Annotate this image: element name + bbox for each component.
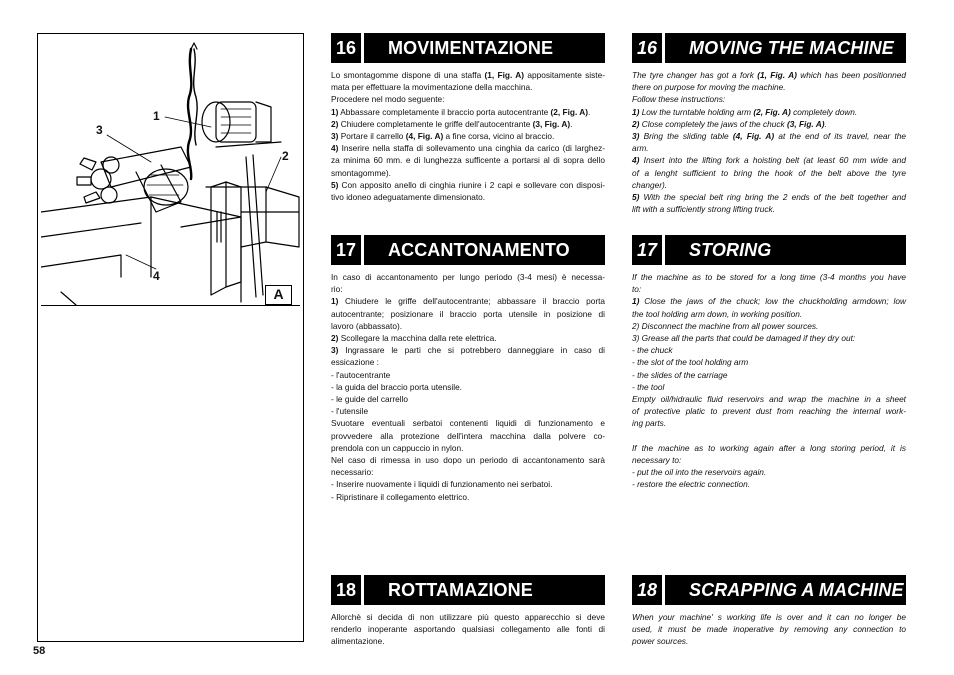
text-line: - restore the electric connection. [632,479,751,490]
text-line: 2) Disconnect the machine from all power sources. [632,320,819,331]
section-body [632,271,906,491]
section-title: ACCANTONAMENTO [388,239,570,260]
text-line: rio: [331,284,343,295]
text-line: 2) Scollegare la macchina dalla rete elettrica. [331,333,497,344]
figure-frame [37,33,304,642]
text-line: there on purpose for moving the machine. [632,82,786,93]
text-line: 1) Chiudere le griffe dell'autocentrante; abbassare il braccio porta [331,296,605,307]
text-line: changer). [632,179,668,190]
text-line: Allorchè si decida di non utilizzare più questo apparecchio si deve [331,612,605,622]
bold-reference: (3, Fig. A) [532,118,571,129]
text-line: prendola con un cappuccio in nylon. [331,442,464,453]
bold-reference: 5) [331,179,339,190]
bold-reference: 1) [632,296,640,307]
section-number: 17 [632,235,665,265]
text-line: 1) Low the turntable holding arm (2, Fig. A) completely down. [632,106,858,117]
section-body [632,611,906,648]
section-body [331,69,605,203]
text-line: - la guida del braccio porta utensile. [331,381,462,392]
text-line: - l'autocentrante [331,369,391,380]
text-line: When your machine' s working life is over and it can no longer be [632,612,906,622]
text-line: 4) Inserire nella staffa di sollevamento una cinghia da carico (di larghez- [331,143,605,154]
section-18-english [632,575,906,648]
text-line: alimentazione. [331,636,385,647]
section-16-english [632,33,906,215]
text-line: the tool holding arm down, in working position. [632,308,803,319]
text-line: arm. [632,143,649,154]
text-line: - the tool [632,381,665,392]
text-line: 3) Bring the sliding table (4, Fig. A) at the end of its travel, near the [632,131,906,142]
text-line: 2) Close completely the jaws of the chuck (3, Fig. A). [632,118,827,129]
section-17-english [632,235,906,491]
text-line: Nel caso di rimessa in uso dopo un periodo di accantonamento sarà [331,455,605,466]
text-line: smontagomme). [331,167,391,178]
text-line: - the slides of the carriage [632,369,728,380]
section-title: ROTTAMAZIONE [388,579,533,600]
text-line: mata per effettuare la movimentazione della macchina. [331,82,533,93]
text-line: 2) Chiudere completamente le griffe dell'autocentrante (3, Fig. A). [331,118,573,129]
text-line: The tyre changer has got a fork (1, Fig. A) which has been positionned [632,70,906,80]
bold-reference: 1) [331,106,339,117]
figure-label-3: 3 [96,123,103,137]
text-line: autocentrante; posizionare il braccio porta utensile in posizione di [331,308,605,319]
bold-reference: 5) [632,192,640,203]
text-line: Follow these instructions: [632,94,726,105]
figure-letter: A [265,285,292,305]
section-title: SCRAPPING A MACHINE [689,579,904,600]
bold-reference: 2) [632,118,640,129]
section-16-italian [331,33,605,203]
figure-label-1: 1 [153,109,160,123]
page-number: 58 [33,645,46,657]
text-line: 1) Close the jaws of the chuck; low the chuckholding armdown; low [632,296,906,307]
bold-reference: 2) [331,333,339,344]
section-number: 17 [331,235,364,265]
text-line: In caso di accantonamento per lungo periodo (3-4 mesi) è necessa- [331,272,605,282]
text-line: ing parts. [632,418,667,429]
bold-reference: (2, Fig. A) [550,106,589,117]
figure-label-4: 4 [153,269,160,283]
bold-reference: 1) [331,296,339,307]
text-line: of protective platic to prevent dust from reaching the internal work- [632,406,906,417]
bold-reference: 1) [632,106,640,117]
section-header [632,575,906,605]
section-header [331,235,605,265]
bold-reference: 4) [632,155,640,166]
section-header [632,33,906,63]
section-header [331,33,605,63]
text-line: - put the oil into the reservoirs again. [632,467,767,478]
text-line: lift with a sufficiently strong lifting truck. [632,204,775,215]
text-line: 5) Con apposito anello di cinghia riunire i 2 capi e sollevare con disposi- [331,179,605,190]
text-line [632,430,906,442]
text-line: of a lenght sufficient to bring the hook of the belt above the tyre [632,167,906,178]
section-title: MOVING THE MACHINE [689,37,894,58]
section-number: 18 [331,575,364,605]
text-line: za minima 60 mm. e di lunghezza sufficente a portarsi al di sopra dello [331,155,605,166]
text-line: lavoro (abbassato). [331,320,403,331]
text-line: - Ripristinare il collegamento elettrico. [331,491,470,502]
text-line: renderlo inoperante asportando qualsiasi collegamento alle fonti di [331,624,605,635]
bold-reference: 3) [632,131,640,142]
text-line: - the chuck [632,345,673,356]
text-line: tivo idoneo adeguatamente dimensionato. [331,192,486,203]
text-line: - Inserire nuovamente i liquidi di funzionamento nei serbatoi. [331,479,553,490]
section-title: STORING [689,239,772,260]
text-line: necessary to: [632,455,682,466]
section-body [331,611,605,648]
text-line: If the machine as to be stored for a long time (3-4 months you have [632,272,906,282]
figure-label-2: 2 [282,149,289,163]
section-header [632,235,906,265]
section-header [331,575,605,605]
section-17-italian [331,235,605,503]
bold-reference: 2) [331,118,339,129]
text-line: - le guide del carrello [331,394,409,405]
section-number: 16 [632,33,665,63]
bold-reference: 3) [331,345,339,356]
section-18-italian [331,575,605,648]
text-line: necessario: [331,467,374,478]
text-line: Procedere nel modo seguente: [331,94,445,105]
bold-reference: 3) [331,131,339,142]
text-line: used, it must be made inoperative by removing any connection to [632,624,906,635]
section-title: MOVIMENTAZIONE [388,37,554,58]
text-line: provvedere alla protezione dell'intera macchina dalla polvere co- [331,430,605,441]
section-body [331,271,605,503]
bold-reference: (1, Fig. A) [757,70,797,80]
section-number: 16 [331,33,364,63]
section-number: 18 [632,575,665,605]
bold-reference: (4, Fig. A) [405,131,444,142]
text-line: 1) Abbassare completamente il braccio porta autocentrante (2, Fig. A). [331,106,591,117]
bold-reference: (2, Fig. A) [753,106,791,117]
text-line: 4) Insert into the lifting fork a hoisting belt (at least 60 mm wide and [632,155,906,166]
bold-reference: (1, Fig. A) [484,70,525,80]
text-line: If the machine as to working again after a long storing period, it is [632,442,906,453]
bold-reference: (4, Fig. A) [732,131,775,142]
bold-reference: 4) [331,143,339,154]
text-line: - l'utensile [331,406,369,417]
figure-a-illustration [41,37,300,306]
text-line: 3) Portare il carrello (4, Fig. A) a fine corsa, vicino al braccio. [331,131,555,142]
text-line: Empty oil/hidraulic fluid reservoirs and wrap the machine in a sheet [632,394,906,405]
text-line: 3) Ingrassare le parti che si potrebbero danneggiare in caso di [331,345,605,356]
bold-reference: (3, Fig. A) [786,118,825,129]
text-line: essicazione : [331,357,379,368]
text-line: to: [632,284,642,295]
text-line: power sources. [632,636,689,647]
text-line: - the slot of the tool holding arm [632,357,749,368]
text-line: Lo smontagomme dispone di una staffa (1, Fig. A) appositamente siste- [331,70,605,80]
text-line: 3) Grease all the parts that could be damaged if they dry out: [632,333,856,344]
tyre-changer-drawing [41,37,300,305]
text-line: 5) With the special belt ring bring the 2 ends of the belt together and [632,192,906,203]
section-body [632,69,906,215]
text-line: Svuotare eventuali serbatoi contenenti liquidi di funzionamento e [331,418,605,429]
